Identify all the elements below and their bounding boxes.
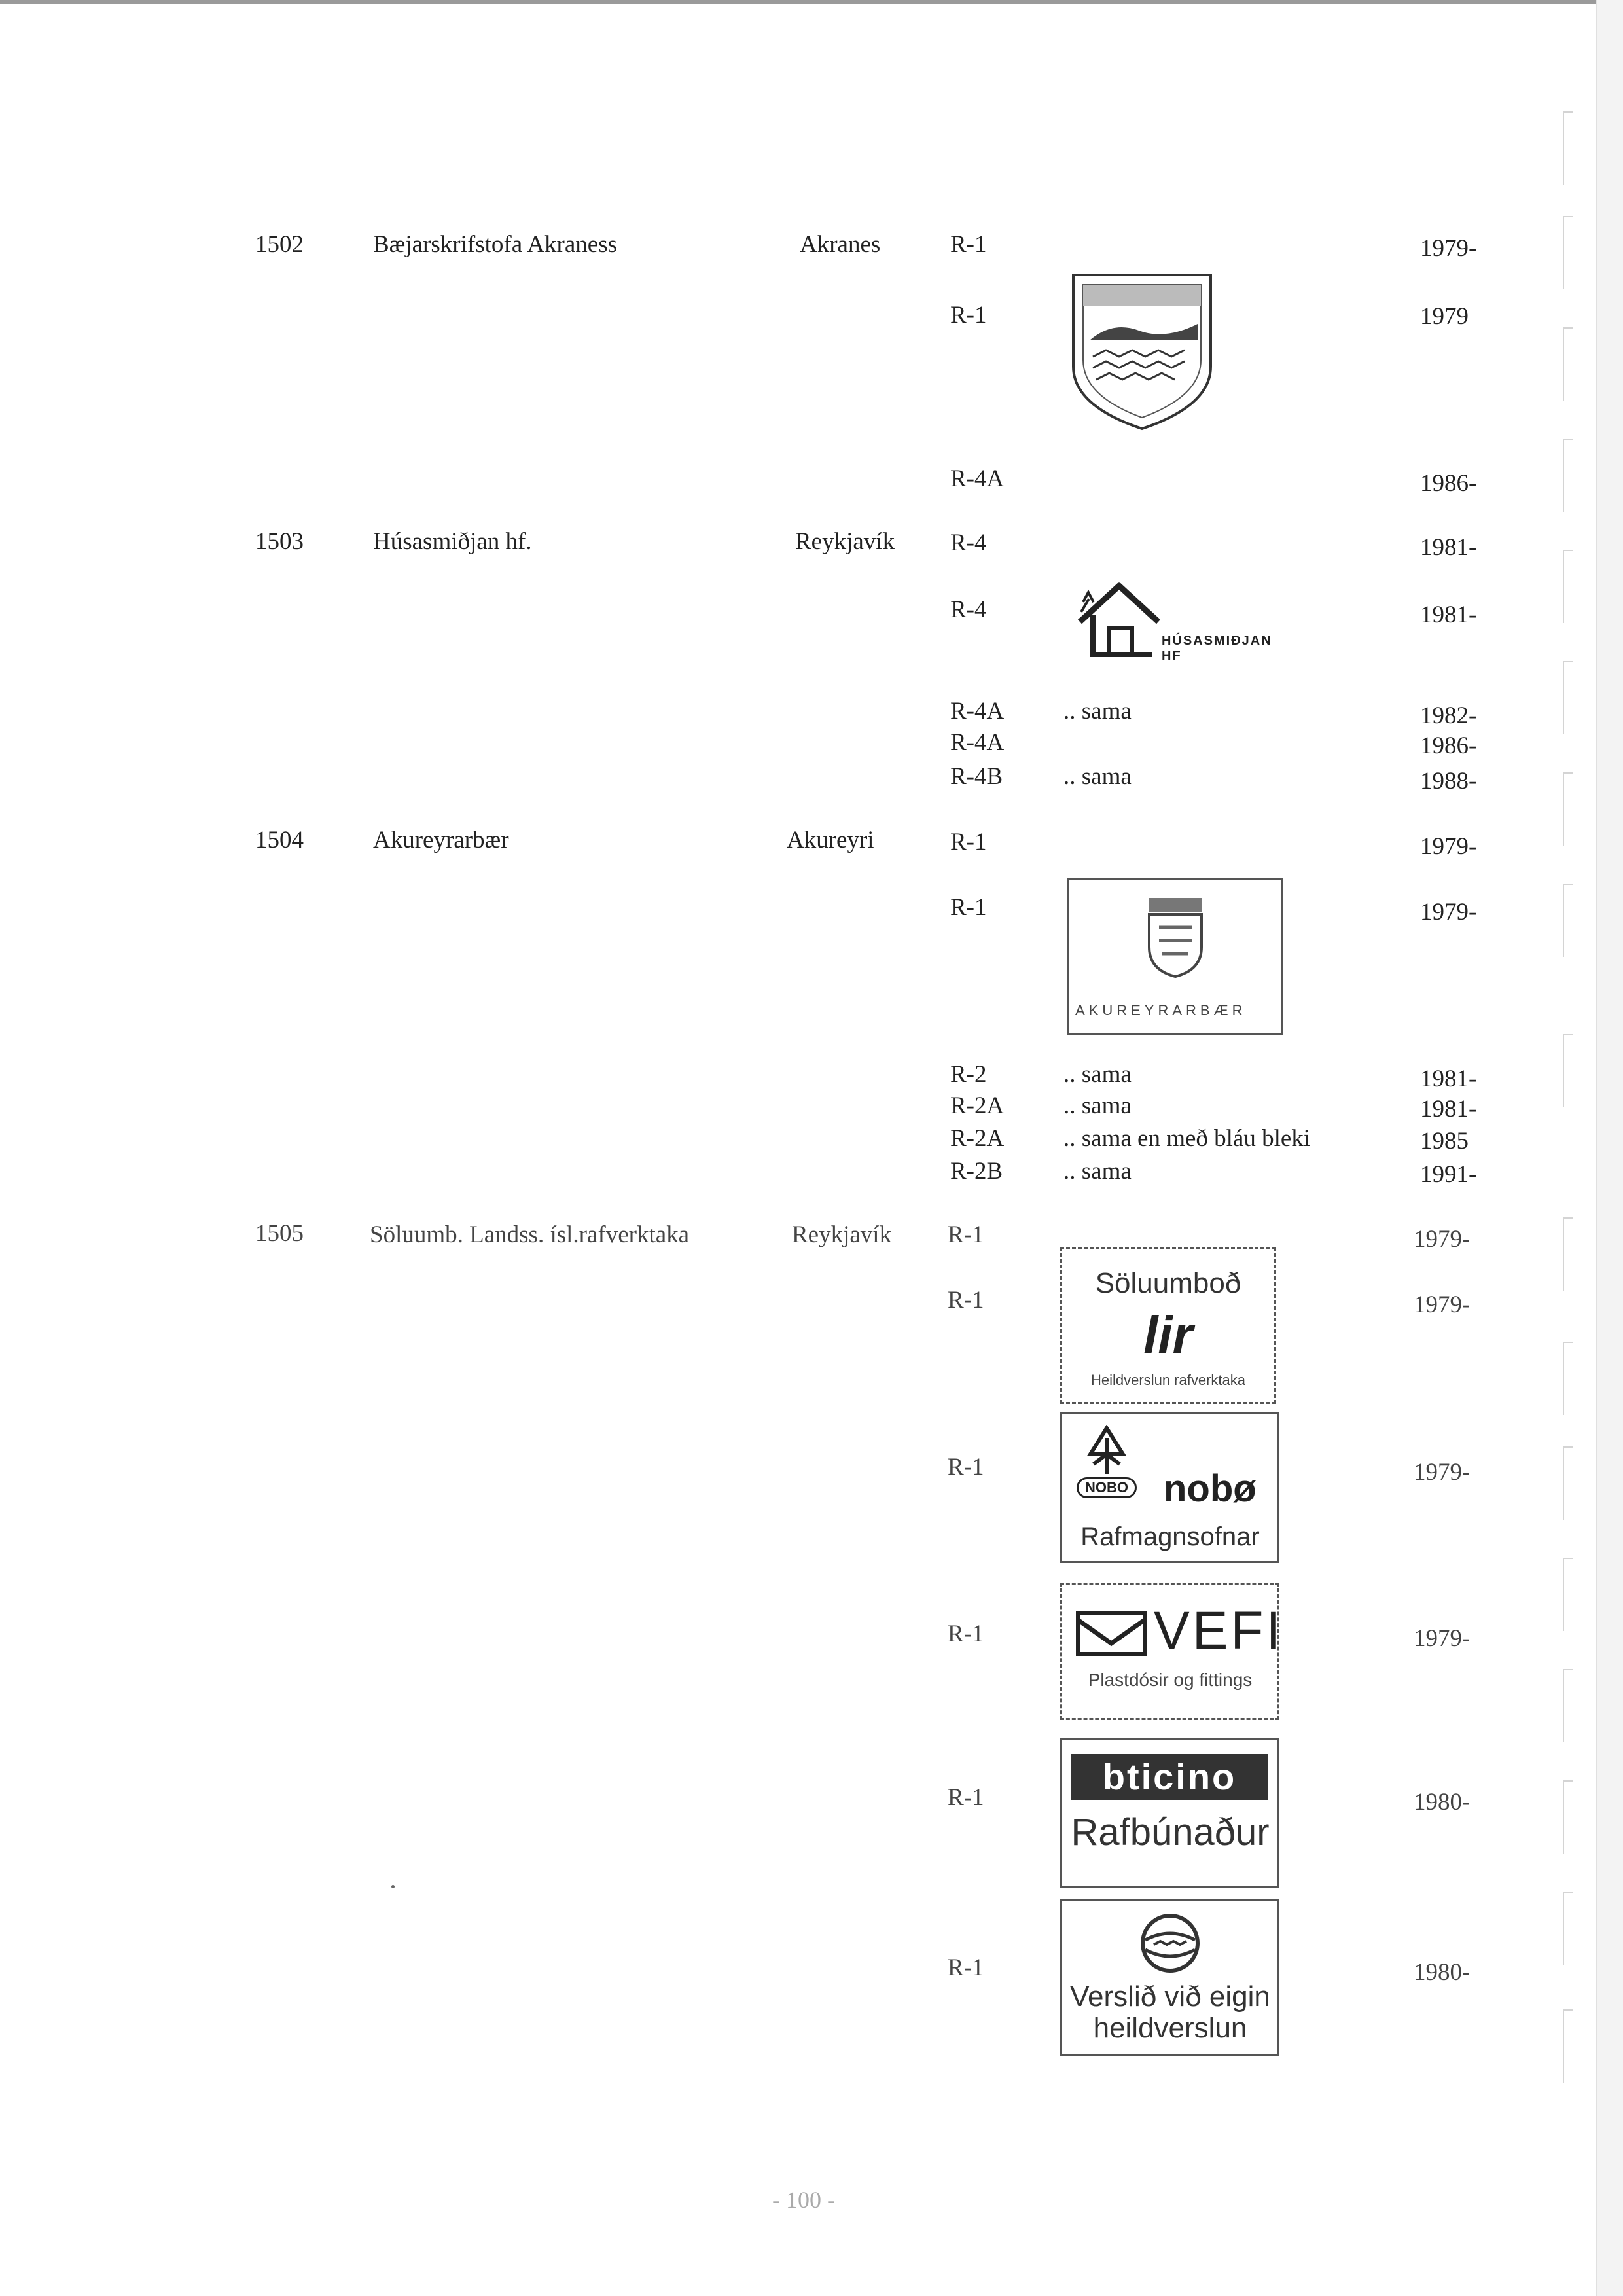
- bticino-logo: bticino: [1071, 1754, 1268, 1800]
- row-code: R-4: [950, 529, 987, 556]
- row-code: R-1: [948, 1954, 984, 1981]
- row-note: .. sama: [1063, 1158, 1132, 1185]
- nobo-subtitle: Rafmagnsofnar: [1080, 1522, 1260, 1551]
- row-year: 1985: [1420, 1128, 1469, 1155]
- row-year: 1979: [1420, 303, 1469, 330]
- tree-icon: [1080, 1425, 1133, 1477]
- row-year: 1980-: [1414, 1959, 1471, 1986]
- row-year: 1981-: [1420, 601, 1477, 628]
- row-year: 1981-: [1420, 534, 1477, 561]
- row-year: 1991-: [1420, 1161, 1477, 1188]
- scan-mark: [1563, 884, 1573, 957]
- shield-icon: [1067, 268, 1217, 432]
- row-note: .. sama: [1063, 1061, 1132, 1088]
- husasmidjan-logo-stamp: [1073, 576, 1296, 661]
- entry-place: Reykjavík: [792, 1221, 892, 1248]
- vefi-subtitle: Plastdósir og fittings: [1088, 1670, 1253, 1690]
- row-year: 1979-: [1414, 1625, 1471, 1652]
- entry-number: 1503: [255, 528, 304, 555]
- row-year: 1979-: [1420, 899, 1477, 925]
- entry-place: Reykjavík: [795, 528, 895, 555]
- row-year: 1981-: [1420, 1066, 1477, 1092]
- husasmidjan-logo-text: HÚSASMIÐJAN HF: [1162, 634, 1272, 663]
- entry-name: Húsasmiðjan hf.: [373, 528, 532, 555]
- row-code: R-4B: [950, 763, 1003, 790]
- verslid-stamp: [1060, 1899, 1279, 2056]
- row-code: R-4A: [950, 465, 1005, 492]
- row-code: R-2: [950, 1061, 987, 1088]
- scan-mark: [1563, 1669, 1573, 1742]
- entry-name: Söluumb. Landss. ísl.rafverktaka: [370, 1221, 690, 1248]
- scan-mark: [1563, 661, 1573, 734]
- entry-name: Akureyrarbær: [373, 827, 509, 853]
- scan-mark: [1563, 1558, 1573, 1631]
- akureyrarbaer-stamp-text: AKUREYRARBÆR: [1075, 1002, 1247, 1018]
- scan-mark: [1563, 550, 1573, 623]
- row-code: R-1: [948, 1621, 984, 1647]
- scan-mark: [1563, 1342, 1573, 1415]
- scan-mark: [1563, 1892, 1573, 1965]
- row-note: .. sama: [1063, 1092, 1132, 1119]
- scan-mark: [1563, 2009, 1573, 2083]
- scan-mark: [1563, 111, 1573, 185]
- nobo-badge: NOBO: [1077, 1477, 1137, 1498]
- scan-mark: [1563, 1446, 1573, 1520]
- row-code: R-2A: [950, 1092, 1005, 1119]
- row-code: R-1: [950, 302, 987, 329]
- vefi-stamp: [1060, 1583, 1284, 1720]
- row-code: R-1: [948, 1287, 984, 1314]
- entry-number: 1504: [255, 827, 304, 853]
- soluumbod-stamp: [1060, 1247, 1276, 1404]
- row-note: .. sama: [1063, 698, 1132, 725]
- row-year: 1979-: [1414, 1459, 1471, 1486]
- row-note: .. sama: [1063, 763, 1132, 790]
- lir-logo: lir: [1143, 1306, 1193, 1364]
- verslid-line-2: heildverslun: [1093, 2012, 1247, 2044]
- scan-mark: [1563, 439, 1573, 512]
- scan-mark: [1563, 327, 1573, 401]
- row-code: R-1: [950, 829, 987, 855]
- row-year: 1988-: [1420, 768, 1477, 795]
- row-year: 1986-: [1420, 732, 1477, 759]
- coat-of-arms-icon: [1139, 895, 1211, 980]
- nobo-logo: nobø: [1164, 1467, 1257, 1510]
- row-year: 1979-: [1420, 833, 1477, 860]
- row-year: 1986-: [1420, 470, 1477, 497]
- scan-edge-right: [1596, 0, 1623, 2296]
- row-year: 1979-: [1420, 235, 1477, 262]
- akureyrarbaer-stamp: [1067, 878, 1283, 1035]
- row-code: R-2B: [950, 1158, 1003, 1185]
- row-code: R-1: [950, 894, 987, 921]
- entry-number: 1502: [255, 231, 304, 258]
- row-year: 1981-: [1420, 1096, 1477, 1122]
- row-year: 1982-: [1420, 702, 1477, 729]
- envelope-icon: [1075, 1611, 1147, 1657]
- row-code: R-1: [948, 1784, 984, 1811]
- entry-place: Akureyri: [787, 827, 874, 853]
- entry-place: Akranes: [800, 231, 881, 258]
- row-year: 1979-: [1414, 1226, 1471, 1253]
- scan-mark: [1563, 1034, 1573, 1107]
- speck: [391, 1885, 395, 1888]
- row-code: R-2A: [950, 1125, 1005, 1152]
- soluumbod-title: Söluumboð: [1095, 1267, 1241, 1299]
- row-code: R-1: [948, 1221, 984, 1248]
- row-code: R-4A: [950, 729, 1005, 756]
- row-year: 1980-: [1414, 1789, 1471, 1816]
- nobo-stamp: [1060, 1412, 1279, 1563]
- row-code: R-1: [950, 231, 987, 258]
- scan-mark: [1563, 772, 1573, 846]
- akranes-coat-of-arms-stamp: [1067, 268, 1217, 432]
- globe-icon: [1137, 1910, 1203, 1976]
- entry-number: 1505: [255, 1220, 304, 1247]
- house-icon: [1073, 576, 1165, 661]
- scan-mark: [1563, 1780, 1573, 1854]
- scan-edge-top: [0, 0, 1623, 4]
- entry-name: Bæjarskrifstofa Akraness: [373, 231, 618, 258]
- row-code: R-4: [950, 596, 987, 623]
- vefi-logo: VEFI: [1154, 1601, 1284, 1660]
- scan-mark: [1563, 216, 1573, 289]
- bticino-subtitle: Rafbúnaður: [1071, 1811, 1270, 1854]
- row-code: R-1: [948, 1454, 984, 1480]
- bticino-stamp: [1060, 1738, 1279, 1888]
- row-code: R-4A: [950, 698, 1005, 725]
- page-number: - 100 -: [772, 2187, 835, 2213]
- row-year: 1979-: [1414, 1291, 1471, 1318]
- scan-mark: [1563, 1217, 1573, 1291]
- verslid-line-1: Verslið við eigin: [1070, 1981, 1270, 2013]
- row-note: .. sama en með bláu bleki: [1063, 1125, 1311, 1152]
- soluumbod-subtitle: Heildverslun rafverktaka: [1091, 1372, 1245, 1388]
